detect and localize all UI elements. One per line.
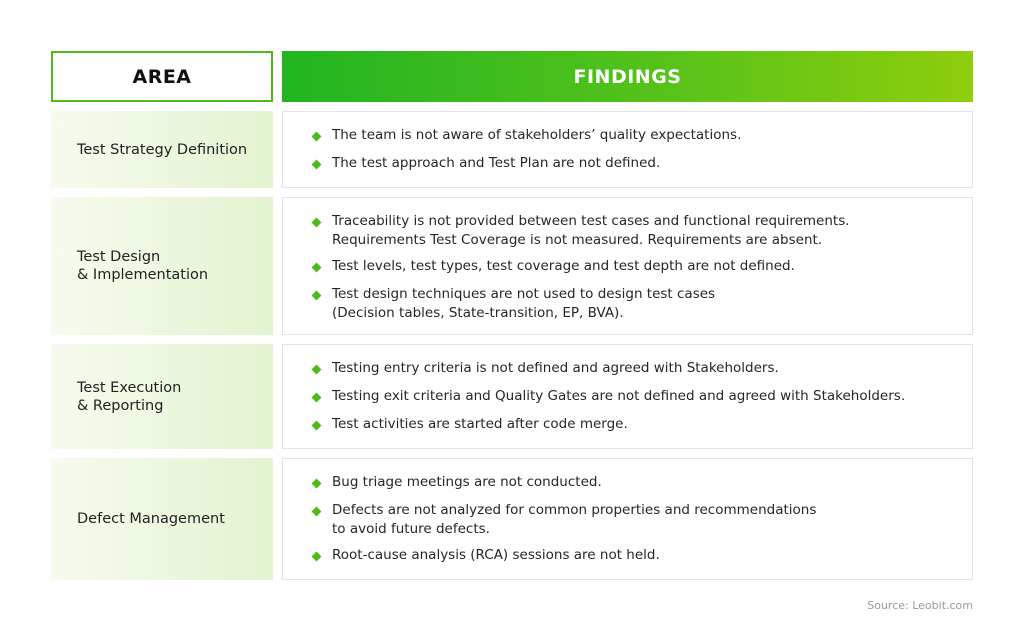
finding-item: Test design techniques are not used to design test cases (Decision tables, State-transition, EP, BVA). bbox=[332, 286, 716, 321]
bullet-diamond-icon bbox=[312, 552, 322, 562]
finding-item: Root-cause analysis (RCA) sessions are not held. bbox=[332, 547, 660, 563]
bullet-diamond-icon bbox=[312, 218, 322, 228]
finding-item: Bug triage meetings are not conducted. bbox=[332, 474, 602, 490]
findings-column-header: FINDINGS bbox=[282, 51, 973, 102]
bullet-diamond-icon bbox=[312, 365, 322, 375]
area-label: Defect Management bbox=[77, 511, 225, 527]
bullet-diamond-icon bbox=[312, 507, 322, 517]
finding-item: Testing entry criteria is not defined and agreed with Stakeholders. bbox=[332, 360, 779, 376]
bullet-diamond-icon bbox=[312, 421, 322, 431]
finding-item: The team is not aware of stakeholders’ quality expectations. bbox=[332, 127, 742, 143]
bullet-diamond-icon bbox=[312, 393, 322, 403]
area-column-header: AREA bbox=[51, 51, 273, 102]
bullet-diamond-icon bbox=[312, 160, 322, 170]
findings-cell-test-design bbox=[282, 197, 973, 335]
finding-item: The test approach and Test Plan are not defined. bbox=[332, 155, 661, 171]
area-cell-test-execution bbox=[51, 344, 273, 449]
area-cell-defect-management bbox=[51, 458, 273, 580]
source-credit: Source: Leobit.com bbox=[867, 599, 973, 612]
findings-cell-test-strategy bbox=[282, 111, 973, 188]
bullet-diamond-icon bbox=[312, 132, 322, 142]
area-label: Test Design & Implementation bbox=[77, 249, 209, 283]
finding-item: Traceability is not provided between test cases and functional requirements. Requirements Test Coverage is not measured. Requirements are absent. bbox=[332, 213, 850, 248]
area-cell-test-strategy bbox=[51, 111, 273, 188]
finding-item: Defects are not analyzed for common properties and recommendations to avoid future defects. bbox=[332, 502, 817, 537]
finding-item: Test levels, test types, test coverage and test depth are not defined. bbox=[332, 258, 795, 274]
finding-item: Test activities are started after code merge. bbox=[332, 416, 628, 432]
area-label: Test Strategy Definition bbox=[77, 141, 248, 158]
area-cell-test-design bbox=[51, 197, 273, 335]
area-label: Test Execution & Reporting bbox=[77, 379, 182, 414]
finding-item: Testing exit criteria and Quality Gates are not defined and agreed with Stakeholders. bbox=[332, 388, 906, 404]
bullet-diamond-icon bbox=[312, 263, 322, 273]
findings-cell-test-execution bbox=[282, 344, 973, 449]
bullet-diamond-icon bbox=[312, 479, 322, 489]
bullet-diamond-icon bbox=[312, 291, 322, 301]
findings-cell-defect-management bbox=[282, 458, 973, 580]
